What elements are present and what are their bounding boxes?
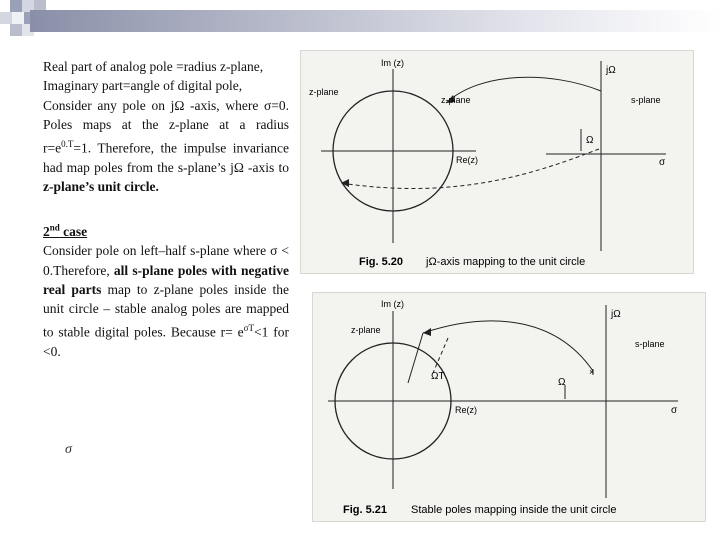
fig1-lower-arrowhead: [341, 179, 349, 187]
fig1-splane-label: s-plane: [631, 95, 661, 105]
fig2-im-label: Im (z): [381, 299, 404, 309]
paragraph-left-half-plane: Consider pole on left–half s-plane where σ < 0.Therefore, all s-plane poles with negative real parts map to z-plane poles inside the unit circle – stable analog poles are mapped to stable digital poles. Because $r= e^{\sigma T}<1$ for <0.: [43, 243, 289, 359]
fig1-im-label: Im (z): [381, 58, 404, 68]
figure-5-20: [300, 50, 694, 274]
header-gradient-bar: [30, 10, 720, 32]
fig2-omegaT-label: ΩT: [431, 371, 445, 382]
fig2-splane-label: s-plane: [635, 339, 665, 349]
paragraph-real-part: Real part of analog pole =radius z-plane,: [43, 59, 264, 74]
fig1-caption-number: Fig. 5.20: [359, 256, 404, 268]
fig2-pole-cross: ×: [589, 367, 595, 377]
fig2-radius-line: [408, 333, 423, 383]
fig2-zplane-label: z-plane: [351, 325, 381, 335]
fig1-caption-text: jΩ-axis mapping to the unit circle: [426, 256, 586, 268]
fig1-zplane-label: z-plane: [309, 87, 339, 97]
fig1-sigma-label: σ: [659, 157, 666, 168]
paragraph-imaginary-part: Imaginary part=angle of digital pole,: [43, 78, 243, 94]
sigma-bullet-symbol: σ: [65, 442, 72, 457]
fig1-jomega-label: jΩ: [606, 65, 616, 76]
heading-second-case: 2nd case: [43, 222, 88, 239]
fig1-omega-label: Ω: [586, 135, 594, 146]
fig1-zplane-label-2: z-plane: [441, 95, 471, 105]
fig2-caption-number: Fig. 5.21: [343, 504, 388, 516]
paragraph-jomega-axis: Consider any pole on jΩ -axis, where σ=0. Poles maps at the z-plane at a radius $r=e^{0.T}=1$. Therefore, the impulse invariance had map poles from the s-plane’s jΩ -axis to z-plane’s unit circle.: [43, 97, 289, 194]
fig2-caption-text: Stable poles mapping inside the unit circle: [411, 504, 617, 516]
fig1-re-label: Re(z): [456, 155, 478, 165]
figure-5-20-diagram: [301, 51, 693, 273]
slide-body-text: [43, 57, 289, 361]
fig2-omega-label: Ω: [558, 377, 566, 388]
figure-5-21-diagram: [313, 293, 705, 521]
fig2-sigma-label: σ: [671, 405, 678, 416]
fig2-re-label: Re(z): [455, 405, 477, 415]
figure-5-21: [312, 292, 706, 522]
fig2-upper-mapping-arrow: [423, 321, 593, 371]
fig2-upper-arrowhead: [423, 328, 431, 336]
fig2-jomega-label: jΩ: [611, 309, 621, 320]
